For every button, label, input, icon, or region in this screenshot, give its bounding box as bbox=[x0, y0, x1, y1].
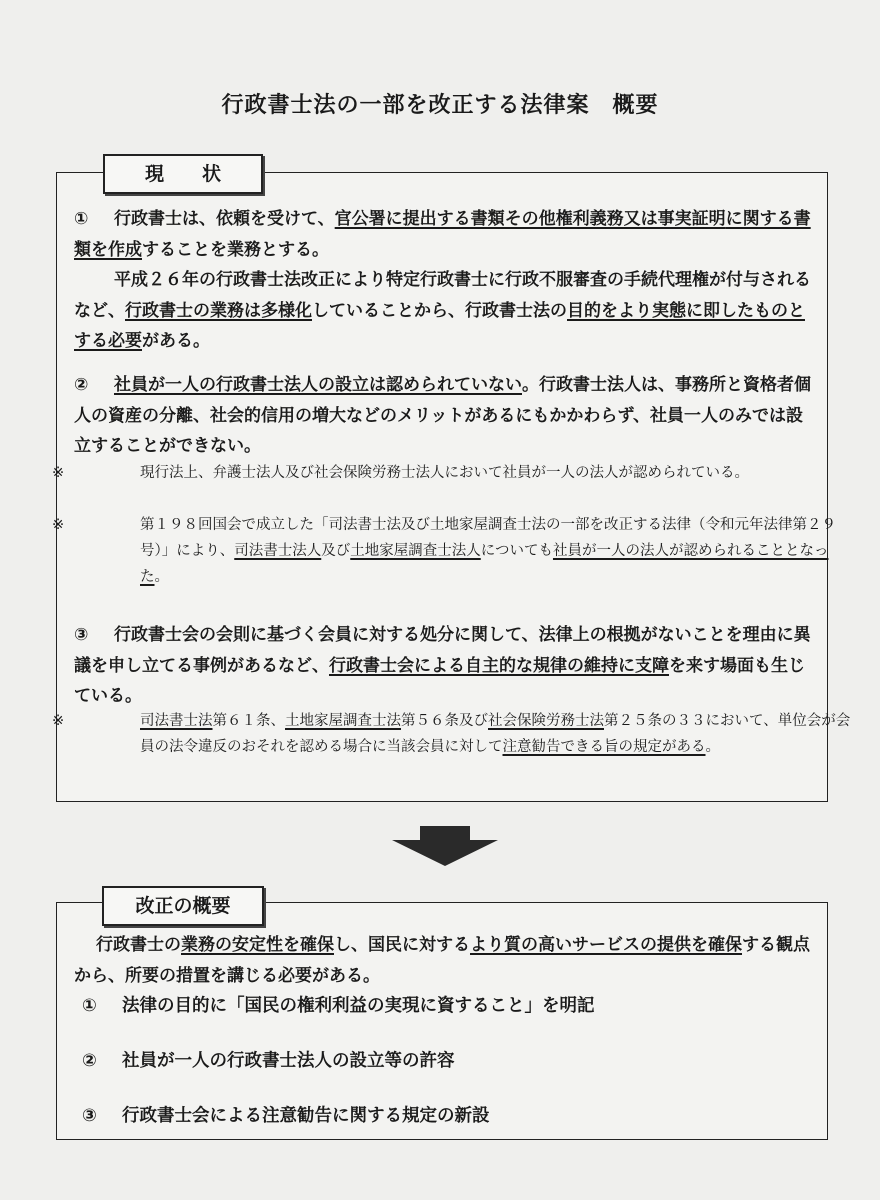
page-title: 行政書士法の一部を改正する法律案 概要 bbox=[221, 93, 659, 118]
current-point-3-note bbox=[52, 708, 852, 760]
underlined-text: 土地家屋調査士法 bbox=[285, 713, 401, 729]
underlined-text: 社員が一人の行政書士法人の設立は認められていない bbox=[114, 375, 522, 395]
underlined-text: 維持に支障 bbox=[584, 655, 669, 676]
summary-item-2 bbox=[82, 1047, 455, 1072]
note-text: 現行法上、弁護士法人及び社会保険労務士法人において社員が一人の法人が認められている。 bbox=[140, 465, 749, 481]
text-segment: し、国民に対する bbox=[334, 935, 470, 955]
item-text: 行政書士会による注意勧告に関する規定の新設 bbox=[122, 1106, 490, 1126]
text-segment: 行政書士会の会則に基づく会員に対する処分に関して、法律上の根拠がないことを理由に異議を申し立てる事例があるなど、 bbox=[74, 625, 811, 676]
text-segment: することを業務とする。 bbox=[142, 239, 329, 260]
note-text: 及び bbox=[321, 543, 351, 559]
text-segment: 。行政書士法人は、事務所と資格者個人の資産の分離、社会的信用の増大などのメリットがあるにもかかわらず、社員一人のみでは設立することができない。 bbox=[74, 375, 811, 456]
text-segment: がある。 bbox=[142, 331, 210, 351]
text-segment: 平成２６年の行政書士法改正により特定行政書士に行政不服審査の手続代理権が付与されるなど、 bbox=[74, 270, 811, 321]
note-text: 第６１条、 bbox=[212, 713, 285, 729]
underlined-text: 業務の安定性を確保 bbox=[181, 935, 334, 955]
item-number: ③ bbox=[82, 1106, 97, 1126]
summary-label: 改正の概要 bbox=[102, 886, 264, 926]
current-point-1 bbox=[74, 204, 814, 357]
item-number: ① bbox=[82, 996, 97, 1016]
point-number: ③ bbox=[74, 625, 89, 645]
summary-item-3 bbox=[82, 1102, 490, 1127]
note-text: 。 bbox=[154, 569, 169, 585]
current-status-label: 現 状 bbox=[103, 154, 263, 194]
text-segment: 行政書士の bbox=[96, 935, 181, 955]
current-point-2-note-1 bbox=[52, 460, 852, 486]
text-segment: する観点から、所要の措置を講じる必要がある。 bbox=[74, 935, 810, 986]
note-text: 第５６条及び bbox=[401, 713, 488, 729]
down-arrow-icon bbox=[390, 826, 500, 866]
underlined-text: に関する書類を作成 bbox=[74, 209, 811, 260]
item-text: 法律の目的に「国民の権利利益の実現に資すること」を明記 bbox=[122, 996, 595, 1016]
underlined-text: 司法書士法人 bbox=[234, 543, 322, 559]
note-mark: ※ bbox=[52, 517, 65, 533]
current-point-2 bbox=[74, 370, 814, 462]
current-point-2-note-2 bbox=[52, 512, 852, 590]
underlined-text: 社会保険労務士法 bbox=[488, 713, 604, 729]
underlined-text: 官公署に提出する書類その他権利義務又は事実証明 bbox=[334, 209, 726, 229]
underlined-text: 目的を bbox=[567, 300, 618, 321]
underlined-text: 注意勧告できる旨の規定がある bbox=[502, 739, 706, 755]
note-text: についても bbox=[480, 543, 553, 559]
note-mark: ※ bbox=[52, 713, 65, 729]
underlined-text: 土地家屋調査士法人 bbox=[350, 543, 481, 559]
underlined-text: より質の高いサービスの提供を bbox=[470, 935, 708, 955]
underlined-text: 社員が一人の法人が認められることとなった bbox=[140, 543, 829, 585]
point-number: ② bbox=[74, 375, 89, 395]
underlined-text: 確保 bbox=[708, 935, 742, 955]
item-number: ② bbox=[82, 1051, 97, 1071]
underlined-text: 司法書士法 bbox=[140, 713, 213, 729]
item-text: 社員が一人の行政書士法人の設立等の許容 bbox=[122, 1051, 455, 1071]
note-text: 第１９８回国会で成立した「司法書士法及び土地家屋調査士法の一部を改正する法律（令和元年法律第２９号）」により、 bbox=[140, 517, 836, 559]
current-point-3 bbox=[74, 620, 814, 712]
note-text: 第２５条の３３において、単位会が会員の法令違反のおそれを認める場合に当該会員に対して bbox=[140, 713, 851, 755]
point-number: ① bbox=[74, 209, 89, 229]
summary-intro bbox=[74, 930, 814, 991]
note-text: 。 bbox=[705, 739, 720, 755]
text-segment: 行政書士は、依頼を受けて、 bbox=[114, 209, 335, 229]
underlined-text: 行政書士会による自主的な規律の bbox=[329, 655, 584, 676]
text-segment: していることから、行政書士法の bbox=[312, 300, 567, 321]
underlined-text: 行政書士の業務は多様化 bbox=[125, 300, 312, 321]
underlined-text: より実態に即したものとする必要 bbox=[74, 300, 805, 351]
note-mark: ※ bbox=[52, 465, 65, 481]
summary-item-1 bbox=[82, 992, 595, 1017]
text-segment: を来す場面も生じている。 bbox=[74, 655, 805, 706]
